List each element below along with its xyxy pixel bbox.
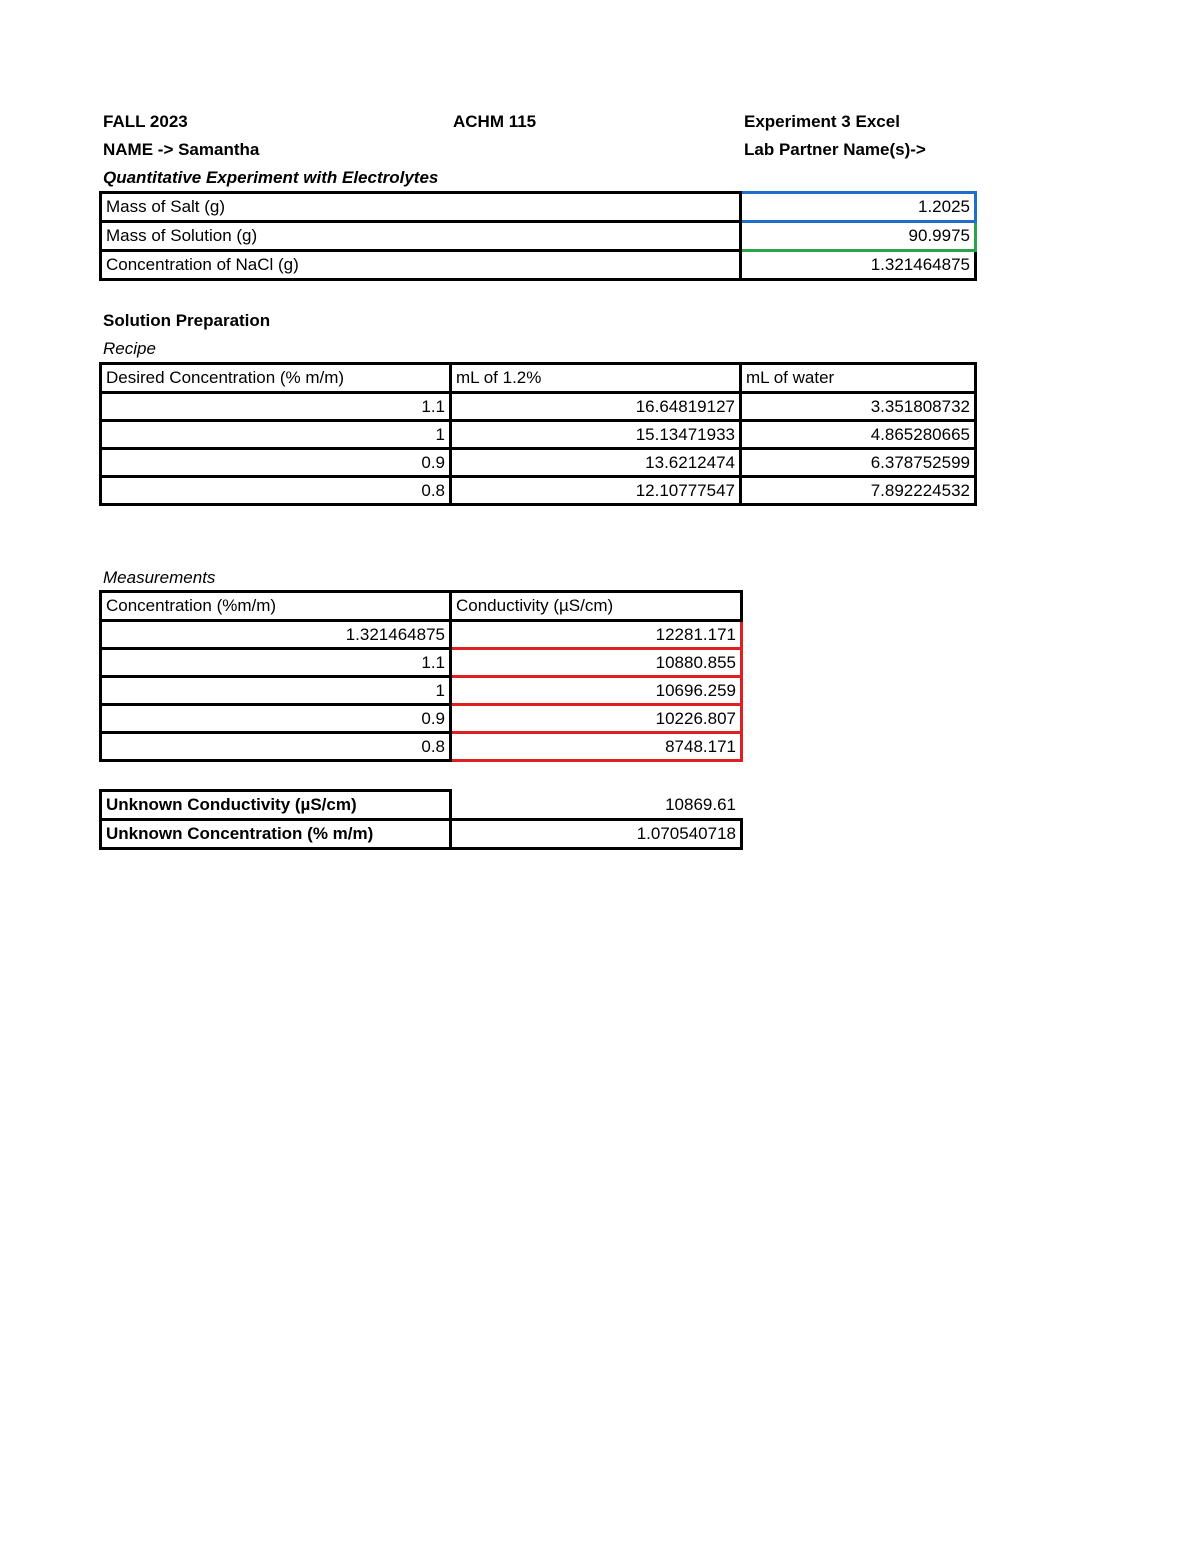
table-cell[interactable]: 0.8 xyxy=(101,733,451,761)
table-row xyxy=(101,222,976,251)
lab-partner-label: Lab Partner Name(s)-> xyxy=(744,140,926,159)
table-row xyxy=(101,791,742,820)
salt-mass-table xyxy=(99,191,977,281)
course-label: ACHM 115 xyxy=(453,112,537,131)
table-cell[interactable]: 1 xyxy=(101,421,451,449)
table-cell[interactable]: Unknown Conductivity (µS/cm) xyxy=(101,791,451,820)
table-cell[interactable]: Unknown Concentration (% m/m) xyxy=(101,820,451,849)
table-cell[interactable]: 1.1 xyxy=(101,649,451,677)
table-row xyxy=(101,649,742,677)
table-cell[interactable]: 7.892224532 xyxy=(741,477,976,505)
table-cell[interactable]: 0.9 xyxy=(101,449,451,477)
term-label: FALL 2023 xyxy=(103,112,188,131)
measurements-table xyxy=(99,590,743,762)
table-cell[interactable]: 1.2025 xyxy=(741,193,976,222)
table-row xyxy=(101,421,976,449)
table-cell[interactable]: 1.321464875 xyxy=(101,621,451,649)
table-row xyxy=(101,705,742,733)
table-cell[interactable]: 1.070540718 xyxy=(451,820,742,849)
table-row xyxy=(101,820,742,849)
table-cell[interactable]: 4.865280665 xyxy=(741,421,976,449)
table-cell[interactable]: 6.378752599 xyxy=(741,449,976,477)
table-cell[interactable]: 15.13471933 xyxy=(451,421,741,449)
unknown-table xyxy=(99,789,743,850)
column-header[interactable]: mL of water xyxy=(741,364,976,393)
student-name-label: NAME -> Samantha xyxy=(103,140,260,159)
table-row xyxy=(101,251,976,280)
table-cell[interactable]: 90.9975 xyxy=(741,222,976,251)
table-header-row xyxy=(101,592,742,621)
table-cell[interactable]: 12.10777547 xyxy=(451,477,741,505)
table-row xyxy=(101,193,976,222)
column-header[interactable]: mL of 1.2% xyxy=(451,364,741,393)
table-cell[interactable]: 1 xyxy=(101,677,451,705)
table-cell[interactable]: 10880.855 xyxy=(451,649,742,677)
column-header[interactable]: Desired Concentration (% m/m) xyxy=(101,364,451,393)
table-cell[interactable]: 8748.171 xyxy=(451,733,742,761)
table-row xyxy=(101,393,976,421)
measurements-subtitle: Measurements xyxy=(103,568,216,587)
table-cell[interactable]: Mass of Solution (g) xyxy=(101,222,741,251)
recipe-table xyxy=(99,362,977,506)
table-row xyxy=(101,677,742,705)
table-cell[interactable]: 1.321464875 xyxy=(741,251,976,280)
table-row xyxy=(101,621,742,649)
table-cell[interactable]: 16.64819127 xyxy=(451,393,741,421)
table-row xyxy=(101,477,976,505)
table-cell[interactable]: 10869.61 xyxy=(451,791,742,820)
solution-prep-title: Solution Preparation xyxy=(103,311,271,330)
table-cell[interactable]: 10696.259 xyxy=(451,677,742,705)
table-row xyxy=(101,733,742,761)
table-cell[interactable]: 13.6212474 xyxy=(451,449,741,477)
column-header[interactable]: Concentration (%m/m) xyxy=(101,592,451,621)
table-row xyxy=(101,449,976,477)
table-cell[interactable]: 12281.171 xyxy=(451,621,742,649)
table-cell[interactable]: 10226.807 xyxy=(451,705,742,733)
table-cell[interactable]: 1.1 xyxy=(101,393,451,421)
table-cell[interactable]: 0.9 xyxy=(101,705,451,733)
table-cell[interactable]: 3.351808732 xyxy=(741,393,976,421)
table-cell[interactable]: 0.8 xyxy=(101,477,451,505)
section-title: Quantitative Experiment with Electrolytes xyxy=(103,168,439,187)
table-cell[interactable]: Concentration of NaCl (g) xyxy=(101,251,741,280)
recipe-subtitle: Recipe xyxy=(103,339,156,358)
assignment-label: Experiment 3 Excel xyxy=(744,112,900,131)
table-cell[interactable]: Mass of Salt (g) xyxy=(101,193,741,222)
column-header[interactable]: Conductivity (µS/cm) xyxy=(451,592,742,621)
table-header-row xyxy=(101,364,976,393)
